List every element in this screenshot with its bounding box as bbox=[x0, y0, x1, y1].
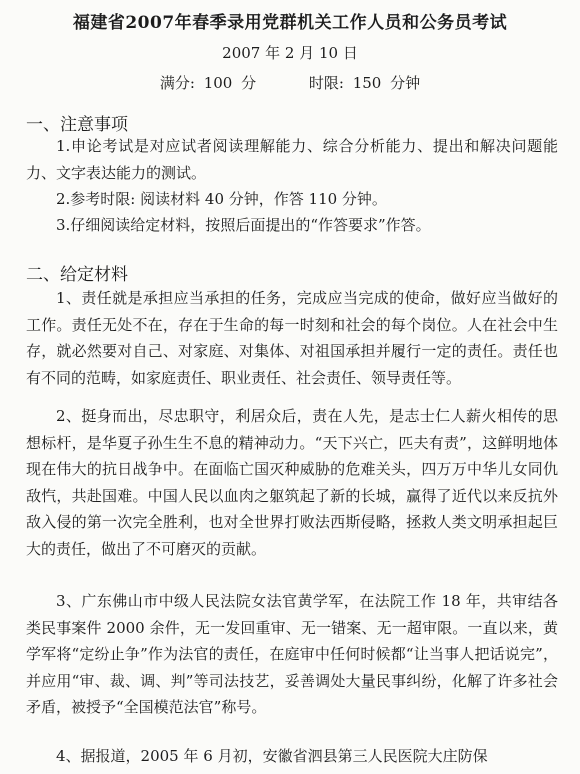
note-item-3: 3.仔细阅读给定材料，按照后面提出的“作答要求”作答。 bbox=[56, 216, 431, 234]
material-paragraph-4: 4、据报道，2005 年 6 月初，安徽省泗县第三人民医院大庄防保 bbox=[56, 747, 488, 765]
exam-date: 2007 年 2 月 10 日 bbox=[222, 44, 358, 62]
material-paragraph-2: 2、挺身而出，尽忠职守，利居众后，责在人先，是志士仁人薪火相传的思想标杆，是华夏子孙生生不息的精神动力。“天下兴亡，匹夫有责”，这鲜明地体现在伟大的抗日战争中。在面临亡国灭种威胁的危难关头，四万万中华儿女同仇敌忾，共赴国难。中国人民以血肉之躯筑起了新的长城，赢得了近代以来反抗外敌入侵的第一次完全胜利，也对全世界打败法西斯侵略，拯救人类文明承担起巨大的责任，做出了不可磨灭的贡献。 bbox=[26, 407, 558, 558]
note-item-1: 1.申论考试是对应试者阅读理解能力、综合分析能力、提出和解决问题能力、文字表达能力的测试。 bbox=[26, 137, 558, 182]
full-score: 满分: 100 分 bbox=[159, 74, 257, 92]
exam-meta bbox=[0, 72, 580, 93]
note-item-2: 2.参考时限: 阅读材料 40 分钟，作答 110 分钟。 bbox=[56, 190, 387, 208]
materials-heading: 二、给定材料 bbox=[26, 265, 128, 285]
exam-title: 福建省2007年春季录用党群机关工作人员和公务员考试 bbox=[72, 13, 508, 33]
material-paragraph-1: 1、责任就是承担应当承担的任务，完成应当完成的使命，做好应当做好的工作。责任无处不在，存在于生命的每一时刻和社会的每个岗位。人在社会中生存，就必然要对自己、对家庭、对集体、对祖国承担并履行一定的责任。责任也有不同的范畴，如家庭责任、职业责任、社会责任、领导责任等。 bbox=[26, 289, 558, 387]
notes-heading: 一、注意事项 bbox=[26, 115, 128, 135]
material-paragraph-3: 3、广东佛山市中级人民法院女法官黄学军，在法院工作 18 年，共审结各类民事案件 2000 余件，无一发回重审、无一错案、无一超审限。一直以来，黄学军将“定纷止争”作为法官的责任，在庭审中任何时候都“让当事人把话说完”，并应用“审、裁、调、判”等司法技艺，妥善调处大量民事纠纷，化解了许多社会矛盾，被授予“全国模范法官”称号。 bbox=[26, 592, 558, 716]
time-limit: 时限: 150 分钟 bbox=[308, 74, 421, 92]
